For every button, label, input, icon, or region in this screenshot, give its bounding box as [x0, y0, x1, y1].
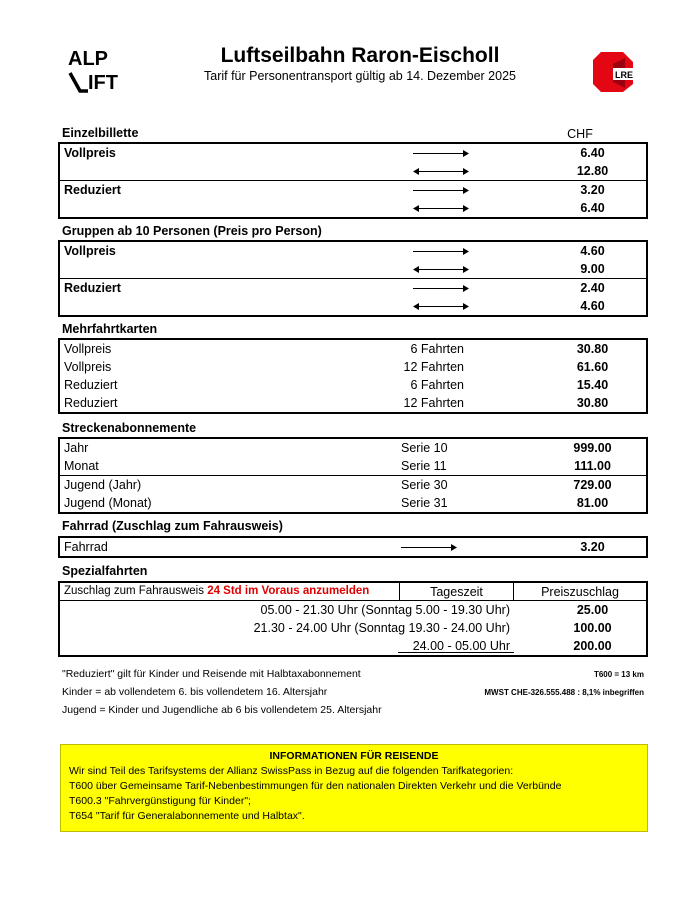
- table-row: [60, 358, 646, 376]
- spezial-label-prefix: Zuschlag zum Fahrausweis: [64, 585, 204, 597]
- arrow-right-icon: [401, 543, 457, 552]
- arrow-both-icon: [413, 204, 469, 213]
- note-jugend: Jugend = Kinder und Jugendliche ab 6 bis vollendetem 25. Altersjahr: [62, 704, 382, 716]
- row-label: Vollpreis: [64, 244, 116, 258]
- price: 3.20: [580, 183, 605, 197]
- price: 6.40: [580, 201, 605, 215]
- page-title: Luftseilbahn Raron-Eischoll: [220, 44, 500, 67]
- price: 111.00: [574, 459, 611, 473]
- row-count: 12 Fahrten: [403, 360, 464, 374]
- section-spezialfahrten: Spezialfahrten: [62, 564, 148, 578]
- section-mehrfahrtkarten: Mehrfahrtkarten: [62, 322, 158, 336]
- row-label: Fahrrad: [64, 540, 108, 554]
- price: 12.80: [576, 164, 609, 178]
- arrow-right-icon: [413, 284, 469, 293]
- row-count: 6 Fahrten: [410, 342, 464, 356]
- price: 6.40: [580, 146, 605, 160]
- info-box: [60, 744, 648, 832]
- row-label: Monat: [64, 459, 99, 473]
- table-row: [60, 181, 646, 199]
- table-row: [60, 260, 646, 278]
- price: 729.00: [573, 478, 612, 492]
- table-row: [60, 144, 646, 162]
- section-fahrrad: Fahrrad (Zuschlag zum Fahrausweis): [62, 519, 283, 533]
- page-subtitle: Tarif für Personentransport gültig ab 14. Dezember 2025: [204, 69, 516, 83]
- table-row: [60, 637, 646, 655]
- row-label: Vollpreis: [64, 146, 116, 160]
- price: 9.00: [580, 262, 605, 276]
- row-label: Jugend (Jahr): [64, 478, 142, 492]
- price: 61.60: [576, 360, 609, 374]
- table-row: [60, 619, 646, 637]
- row-count: 6 Fahrten: [410, 378, 464, 392]
- row-label: Vollpreis: [64, 342, 112, 356]
- note-kinder: Kinder = ab vollendetem 6. bis vollendetem 16. Altersjahr: [62, 686, 328, 698]
- price: 30.80: [576, 342, 609, 356]
- price: 999.00: [573, 441, 612, 455]
- note-reduziert: "Reduziert" gilt für Kinder und Reisende mit Halbtaxabonnement: [62, 668, 361, 680]
- row-label: Reduziert: [64, 378, 118, 392]
- price: 3.20: [580, 540, 605, 554]
- spezial-table: [58, 581, 648, 657]
- section-streckenabonnemente: Streckenabonnemente: [62, 421, 197, 435]
- price: 25.00: [576, 603, 609, 617]
- spezial-label-notice: 24 Std im Voraus anzumelden: [207, 585, 370, 597]
- mehrfahrt-table: [58, 338, 648, 414]
- arrow-both-icon: [413, 302, 469, 311]
- note-mwst: MWST CHE-326.555.488 : 8,1% inbegriffen: [484, 688, 644, 697]
- row-label: Jugend (Monat): [64, 496, 152, 510]
- arrow-both-icon: [413, 167, 469, 176]
- price: 81.00: [576, 496, 609, 510]
- row-serie: Serie 10: [401, 441, 448, 455]
- section-einzelbillette: Einzelbillette: [62, 126, 139, 140]
- table-row: [60, 476, 646, 494]
- alplift-logo: [66, 45, 146, 95]
- table-row: [60, 494, 646, 512]
- price: 30.80: [576, 396, 609, 410]
- price: 15.40: [576, 378, 609, 392]
- table-row: [60, 457, 646, 475]
- col-preiszuschlag: Preiszuschlag: [541, 585, 619, 599]
- col-tageszeit: Tageszeit: [430, 585, 483, 599]
- info-line: T600 über Gemeinsame Tarif-Nebenbestimmungen für den nationalen Direkten Verkehr und die Verbünde: [69, 780, 562, 792]
- spezial-label: [64, 585, 369, 597]
- svg-text:ALP: ALP: [68, 48, 108, 70]
- table-row: [60, 601, 646, 619]
- row-time: 24.00 - 05.00 Uhr: [412, 639, 510, 653]
- price: 200.00: [573, 639, 612, 653]
- currency-header: CHF: [567, 127, 593, 141]
- table-row: [60, 394, 646, 412]
- row-label: Reduziert: [64, 281, 121, 295]
- arrow-right-icon: [413, 247, 469, 256]
- row-label: Vollpreis: [64, 360, 112, 374]
- table-row: [60, 242, 646, 260]
- row-serie: Serie 30: [401, 478, 448, 492]
- row-time: 21.30 - 24.00 Uhr (Sonntag 19.30 - 24.00 Uhr): [253, 621, 510, 635]
- fahrrad-table: [58, 536, 648, 558]
- table-row: [60, 297, 646, 315]
- price: 100.00: [573, 621, 612, 635]
- table-row: [60, 376, 646, 394]
- row-label: Reduziert: [64, 183, 121, 197]
- info-title: INFORMATIONEN FÜR REISENDE: [269, 750, 439, 762]
- row-serie: Serie 31: [401, 496, 448, 510]
- section-gruppen: Gruppen ab 10 Personen (Preis pro Person): [62, 224, 322, 238]
- table-row: [60, 279, 646, 297]
- info-line: Wir sind Teil des Tarifsystems der Allianz SwissPass in Bezug auf die folgenden Tarifkategorien:: [69, 765, 514, 777]
- row-label: Jahr: [64, 441, 89, 455]
- svg-text:IFT: IFT: [88, 72, 118, 94]
- svg-text:LRE: LRE: [615, 70, 633, 80]
- table-row: [60, 538, 646, 556]
- table-row: [60, 162, 646, 180]
- row-serie: Serie 11: [401, 459, 447, 473]
- row-time: 05.00 - 21.30 Uhr (Sonntag 5.00 - 19.30 Uhr): [260, 603, 510, 617]
- table-row: [60, 340, 646, 358]
- note-t600: T600 = 13 km: [593, 670, 644, 679]
- lre-logo: [591, 50, 641, 94]
- info-line: T600.3 "Fahrvergünstigung für Kinder";: [69, 795, 251, 807]
- row-count: 12 Fahrten: [403, 396, 464, 410]
- table-row: [60, 199, 646, 217]
- price: 4.60: [580, 244, 605, 258]
- table-row: [60, 439, 646, 457]
- price: 4.60: [580, 299, 605, 313]
- abo-table: [58, 437, 648, 514]
- price: 2.40: [580, 281, 605, 295]
- gruppen-table: [58, 240, 648, 317]
- info-line: T654 "Tarif für Generalabonnemente und Halbtax".: [69, 810, 305, 822]
- arrow-right-icon: [413, 149, 469, 158]
- arrow-right-icon: [413, 186, 469, 195]
- row-label: Reduziert: [64, 396, 118, 410]
- einzel-table: [58, 142, 648, 219]
- table-row: [60, 583, 646, 601]
- arrow-both-icon: [413, 265, 469, 274]
